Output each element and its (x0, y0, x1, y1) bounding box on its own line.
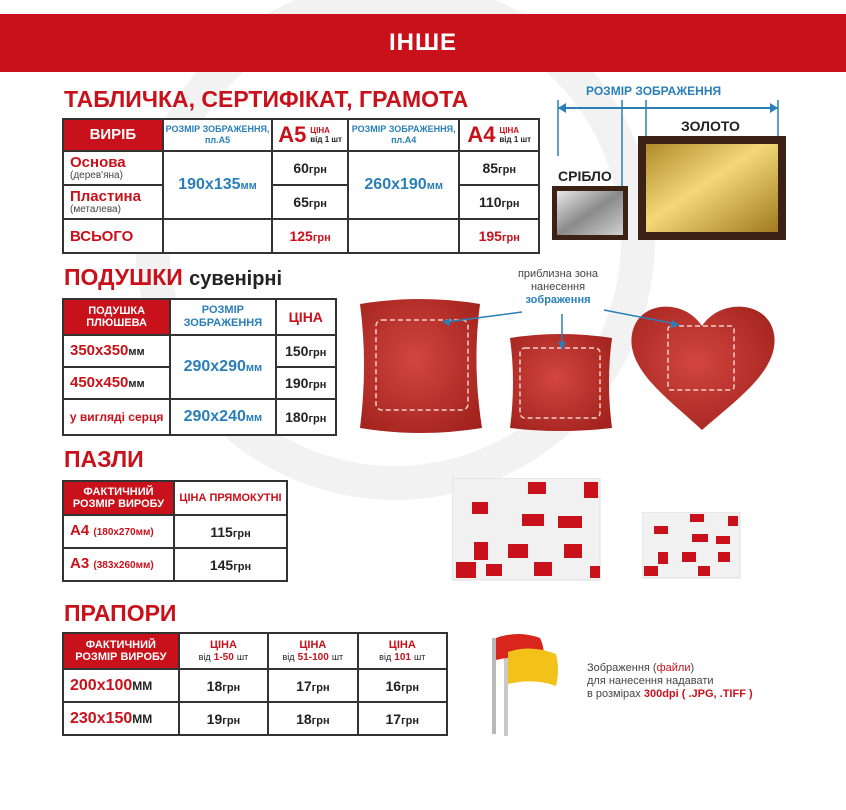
base-a4-price: 85грн (459, 151, 539, 185)
table-header-row (63, 119, 539, 151)
puzzle-a4: А4 (180х270мм) (63, 515, 174, 548)
puzzle-small-image (642, 512, 742, 580)
header-a4-price (459, 119, 539, 151)
total-a4-price: 195грн (459, 219, 539, 253)
pillow-size-350: 350х350мм (63, 335, 170, 367)
empty-cell (163, 219, 273, 253)
table-row (63, 335, 336, 367)
gold-plaque (638, 136, 786, 240)
pillow-zone-note: приблизна зона нанесення зображення (517, 268, 599, 306)
table-row (63, 548, 287, 581)
header-price: ЦІНА (276, 299, 337, 335)
flag-200-price-q1: 18грн (179, 669, 268, 702)
pillows-table (62, 298, 337, 436)
puzzle-a3-price: 145грн (174, 548, 287, 581)
header-price-q2: ЦІНА від 51-100 шт (268, 633, 357, 669)
flag-230-price-q3: 17грн (358, 702, 447, 735)
plate-a4-price: 110грн (459, 185, 539, 219)
flags-illustration (484, 628, 568, 738)
pillow-size-450: 450х450мм (63, 367, 170, 399)
empty-cell (348, 219, 460, 253)
silver-plaque (552, 186, 628, 240)
table-row (63, 702, 447, 735)
flags-file-note: Зображення (файли) для нанесення надавати в розмірах 300dpi ( .JPG, .TIFF ) (587, 662, 753, 700)
table-row (63, 669, 447, 702)
header-a5-price (272, 119, 348, 151)
flags-table (62, 632, 448, 736)
a5-label: А5 (278, 122, 307, 147)
table-row (63, 219, 539, 253)
plaques-table (62, 118, 540, 254)
gold-label: ЗОЛОТО (681, 118, 740, 134)
header-actual-size: ФАКТИЧНИЙ РОЗМІР ВИРОБУ (63, 481, 174, 515)
header-price-rect: ЦІНА ПРЯМОКУТНІ (174, 481, 287, 515)
page-banner (0, 14, 846, 72)
flag-230-price-q2: 18грн (268, 702, 357, 735)
pillow-illustrations (350, 290, 790, 440)
image-size-label: РОЗМІР ЗОБРАЖЕННЯ (586, 84, 722, 98)
header-size-a4: РОЗМІР ЗОБРАЖЕННЯ, пл.А4 (348, 119, 460, 151)
plate-a5-price: 65грн (272, 185, 348, 219)
header-size-a5: РОЗМІР ЗОБРАЖЕННЯ, пл.А5 (163, 119, 273, 151)
header-actual-size: ФАКТИЧНИЙ РОЗМІР ВИРОБУ (63, 633, 179, 669)
pillows-title: ПОДУШКИ сувенірні (64, 264, 283, 290)
flag-200-price-q2: 17грн (268, 669, 357, 702)
header-pillow: ПОДУШКА ПЛЮШЕВА (63, 299, 170, 335)
heart-pillow (631, 307, 774, 430)
table-header-row (63, 299, 336, 335)
pillow-price-heart: 180грн (276, 399, 337, 435)
silver-label: СРІБЛО (558, 168, 612, 184)
size-a4-value: 260х190мм (348, 151, 460, 219)
pillow-price-350: 150грн (276, 335, 337, 367)
table-row (63, 399, 336, 435)
table-row (63, 185, 539, 219)
a4-price-caption: ЦІНА від 1 шт (499, 126, 532, 144)
header-price-q3: ЦІНА від 101 шт (358, 633, 447, 669)
size-a5-value: 190х135мм (163, 151, 273, 219)
header-price-q1: ЦІНА від 1-50 шт (179, 633, 268, 669)
a5-price-caption: ЦІНА від 1 шт (310, 126, 342, 144)
yellow-flag (508, 648, 558, 686)
table-row (63, 151, 539, 185)
puzzle-a3: А3 (383х260мм) (63, 548, 174, 581)
row-plate: Пластина (металева) (63, 185, 163, 219)
puzzles-table (62, 480, 288, 582)
plaques-title: ТАБЛИЧКА, СЕРТИФІКАТ, ГРАМОТА (64, 86, 469, 112)
header-image-size: РОЗМІР ЗОБРАЖЕННЯ (170, 299, 275, 335)
banner-title: ІНШЕ (388, 29, 458, 56)
header-product: ВИРІБ (63, 119, 163, 151)
table-header-row (63, 633, 447, 669)
puzzle-a4-price: 115грн (174, 515, 287, 548)
base-a5-price: 60грн (272, 151, 348, 185)
pillow-size-heart: у вигляді серця (63, 399, 170, 435)
total-a5-price: 125грн (272, 219, 348, 253)
row-total: ВСЬОГО (63, 219, 163, 253)
flag-size-230: 230х150ММ (63, 702, 179, 735)
flag-size-200: 200х100ММ (63, 669, 179, 702)
pillow-image-size-square: 290х290мм (170, 335, 275, 399)
row-base: Основа (дерев'яна) (63, 151, 163, 185)
pillow-price-450: 190грн (276, 367, 337, 399)
flags-title: ПРАПОРИ (64, 600, 177, 626)
puzzles-title: ПАЗЛИ (64, 446, 144, 472)
flag-230-price-q1: 19грн (179, 702, 268, 735)
pillow-image-size-heart: 290х240мм (170, 399, 275, 435)
a4-label: А4 (467, 122, 496, 147)
flag-200-price-q3: 16грн (358, 669, 447, 702)
puzzle-large-image (452, 478, 602, 582)
table-row (63, 515, 287, 548)
table-header-row (63, 481, 287, 515)
